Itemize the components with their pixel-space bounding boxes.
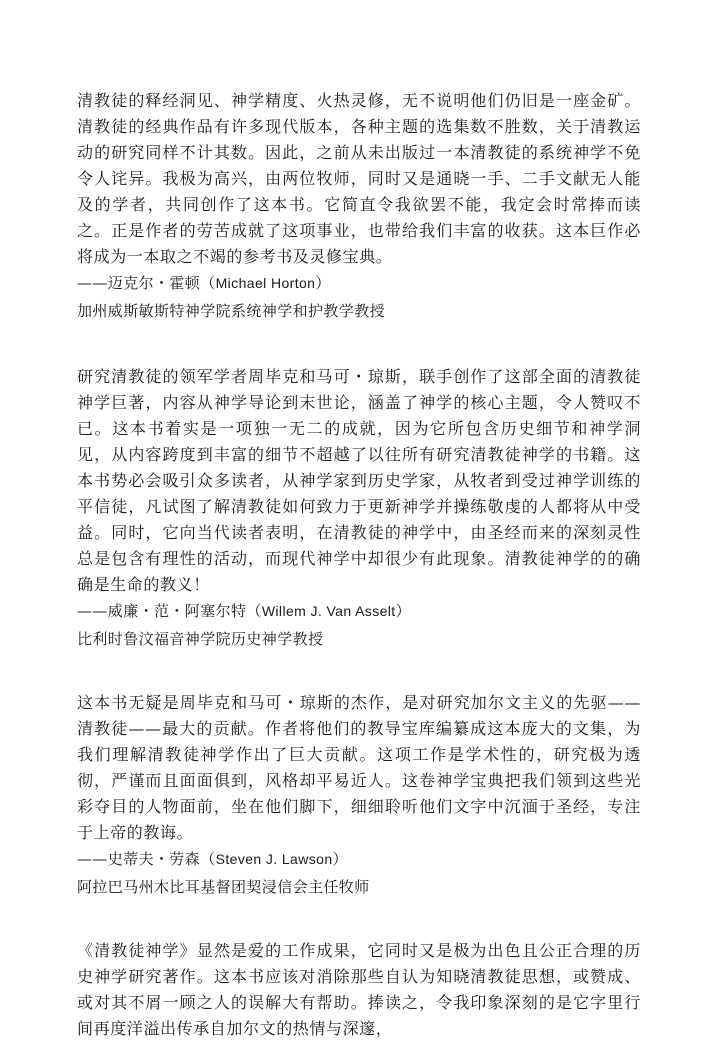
author-affiliation: 阿拉巴马州木比耳基督团契浸信会主任牧师 [77, 878, 370, 896]
endorsement-author [77, 598, 641, 624]
author-name-en: Willem J. Van Asselt [261, 603, 396, 619]
author-affiliation: 比利时鲁汶福音神学院历史神学教授 [77, 630, 324, 648]
author-name-en: Steven J. Lawson [215, 851, 333, 867]
endorsement-text: 研究清教徒的领军学者周毕克和马可・琼斯，联手创作了这部全面的清教徒神学巨著，内容从神学导论到末世论，涵盖了神学的核心主题，令人赞叹不已。这本书着实是一项独一无二的成就，因为它所包含历史细节和神学洞见，从内容跨度到丰富的细节不超越了以往所有研究清教徒神学的书籍。这本书势必会吸引众多读者，从神学家到历史学家，从牧者到受过神学训练的平信徒，凡试图了解清教徒如何致力于更新神学并操练敬虔的人都将从中受益。同时，它向当代读者表明，在清教徒的神学中，由圣经而来的深刻灵性总是包含有理性的活动，而现代神学中却很少有此现象。清教徒神学的的确确是生命的教义！ [77, 367, 641, 594]
endorsement-author [77, 270, 641, 296]
endorsement-lawson [77, 690, 641, 902]
author-name-cn: ——迈克尔・霍顿（ [77, 274, 216, 292]
author-name-close: ） [332, 850, 348, 868]
author-name-close: ） [395, 602, 411, 620]
endorsement-text: 清教徒的释经洞见、神学精度、火热灵修，无不说明他们仍旧是一座金矿。清教徒的经典作品有许多现代版本，各种主题的选集数不胜数，关于清教运动的研究同样不计其数。因此，之前从未出版过一本清教徒的系统神学不免令人诧异。我极为高兴，由两位牧师，同时又是通晓一手、二手文献无人能及的学者，共同创作了这本书。它简直令我欲罢不能，我定会时常捧而读之。正是作者的劳苦成就了这项事业，也带给我们丰富的收获。这本巨作必将成为一本取之不竭的参考书及灵修宝典。 [77, 91, 641, 266]
endorsement-text: 这本书无疑是周毕克和马可・琼斯的杰作，是对研究加尔文主义的先驱——清教徒——最大的贡献。作者将他们的教导宝库编纂成这本庞大的文集，为我们理解清教徒神学作出了巨大贡献。这项工作是学术性的，研究极为透彻，严谨而且面面俱到，风格却平易近人。这卷神学宝典把我们领到这些光彩夺目的人物面前，坐在他们脚下，细细聆听他们文字中沉湎于圣经，专注于上帝的教诲。 [77, 693, 641, 842]
author-affiliation: 加州威斯敏斯特神学院系统神学和护教学教授 [77, 302, 386, 320]
author-name-close: ） [315, 274, 331, 292]
endorsement-van-asselt [77, 364, 641, 654]
author-name-en: Michael Horton [215, 275, 316, 291]
endorsement-horton [77, 88, 641, 326]
endorsement-author [77, 846, 641, 872]
author-name-cn: ——威廉・范・阿塞尔特（ [77, 602, 262, 620]
endorsement-text: 《清教徒神学》显然是爱的工作成果，它同时又是极为出色且公正合理的历史神学研究著作。这本书应该对消除那些自认为知晓清教徒思想，或赞成、或对其不屑一顾之人的误解大有帮助。捧读之，令我印象深刻的是它字里行间再度洋溢出传承自加尔文的热情与深邃， [77, 941, 641, 1038]
endorsement-puritan-theology [77, 938, 641, 1042]
author-name-cn: ——史蒂夫・劳森（ [77, 850, 216, 868]
